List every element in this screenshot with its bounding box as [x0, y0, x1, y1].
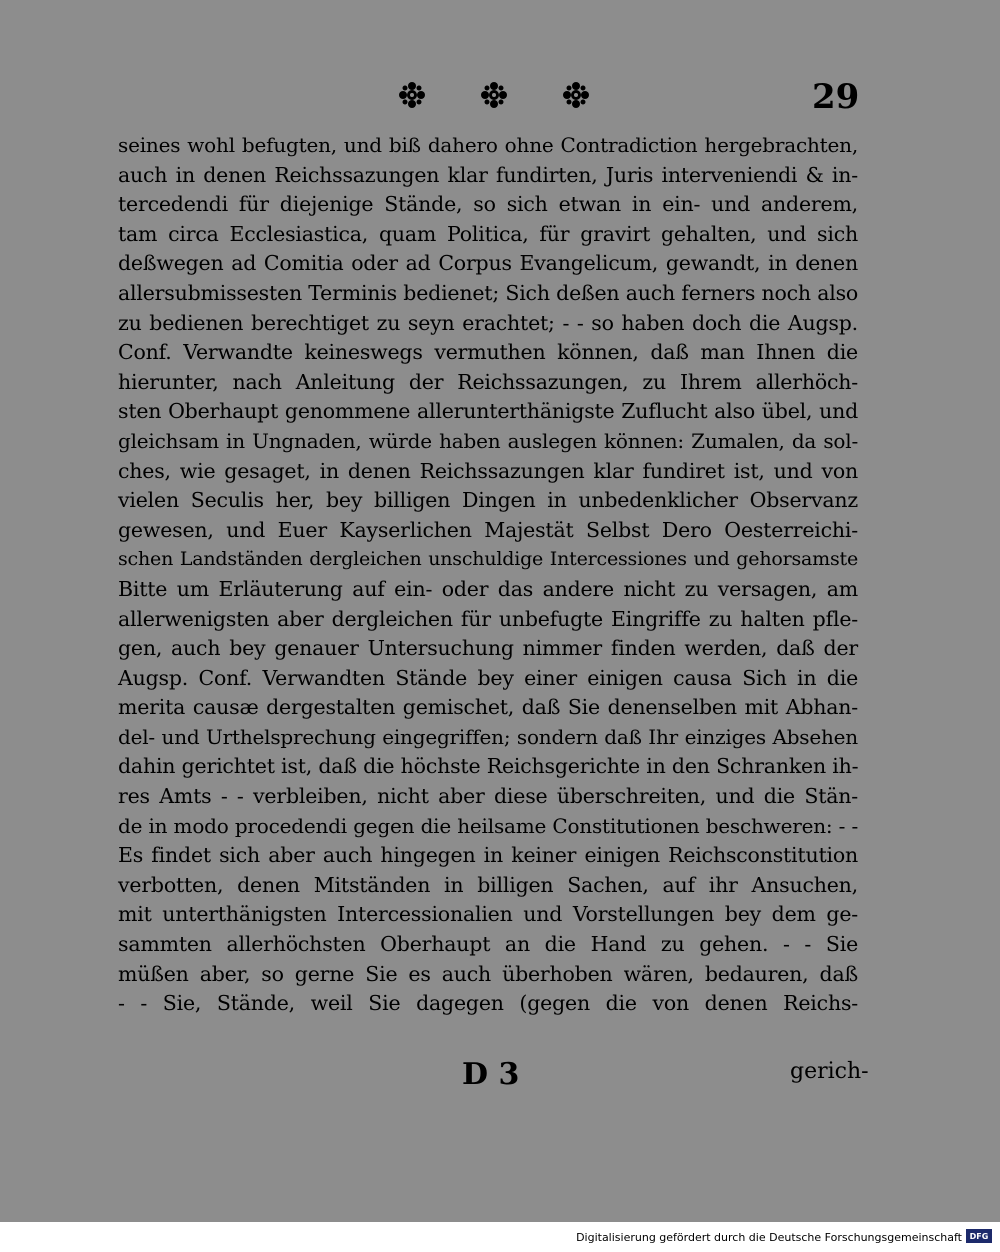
- text-line: seines wohl befugten, und biß dahero ohne Contradiction hergebrachten,: [118, 133, 858, 157]
- text-line: allersubmissesten Terminis bedienet; Sich deßen auch ferners noch also: [118, 280, 859, 305]
- text-line: verbotten, denen Mitständen in billigen Sachen, auf ihr Ansuchen,: [118, 872, 858, 897]
- text-line: sammten allerhöchsten Oberhaupt an die Hand zu gehen. - - Sie: [118, 932, 858, 957]
- text-line: - - Sie, Stände, weil Sie dagegen (gegen die von denen Reichs-: [118, 991, 858, 1016]
- signature-mark: D 3: [462, 1057, 520, 1092]
- body-text: [118, 131, 858, 1019]
- text-line: mit unterthänigsten Intercessionalien und Vorstellungen bey dem ge-: [118, 902, 858, 927]
- text-line: Es findet sich aber auch hingegen in keiner einigen Reichsconstitution: [118, 843, 858, 868]
- ornament-flower-icon: [558, 80, 594, 110]
- text-line: schen Landständen dergleichen unschuldige Intercessiones und gehorsamste: [118, 548, 858, 571]
- text-line: de in modo procedendi gegen die heilsame Constitutionen beschweren: - -: [118, 813, 858, 838]
- footer-bar: [0, 1224, 1000, 1252]
- funding-credit: Digitalisierung gefördert durch die Deutsche Forschungsgemeinschaft: [576, 1231, 962, 1244]
- text-line: merita causæ dergestalten gemischet, daß Sie denenselben mit Abhan-: [118, 695, 858, 720]
- text-line: del- und Urthelsprechung eingegriffen; sondern daß Ihr einziges Absehen: [118, 724, 858, 749]
- ornament-flower-icon: [394, 80, 430, 110]
- text-line: tercedendi für diejenige Stände, so sich etwan in ein- und anderem,: [118, 192, 858, 217]
- text-line: Conf. Verwandte keineswegs vermuthen können, daß man Ihnen die: [118, 340, 858, 365]
- text-line: müßen aber, so gerne Sie es auch überhoben wären, bedauren, daß: [118, 961, 858, 986]
- text-line: sten Oberhaupt genommene allerunterthänigste Zuflucht also übel, und: [118, 399, 858, 424]
- text-line: zu bedienen berechtiget zu seyn erachtet; - - so haben doch die Augsp.: [118, 310, 858, 335]
- text-line: ches, wie gesaget, in denen Reichssazungen klar fundiret ist, und von: [118, 458, 858, 483]
- text-line: res Amts - - verbleiben, nicht aber diese überschreiten, und die Stän-: [118, 784, 858, 809]
- text-line: auch in denen Reichssazungen klar fundirten, Juris interveniendi & in-: [118, 162, 858, 187]
- text-line: gleichsam in Ungnaden, würde haben auslegen können: Zumalen, da sol-: [118, 428, 858, 453]
- ornament-flower-icon: [476, 80, 512, 110]
- text-line: gewesen, und Euer Kayserlichen Majestät Selbst Dero Oesterreichi-: [118, 517, 858, 542]
- header-ornaments: [394, 80, 594, 110]
- dfg-logo: DFG: [966, 1229, 992, 1243]
- text-line: deßwegen ad Comitia oder ad Corpus Evangelicum, gewandt, in denen: [118, 251, 858, 276]
- text-line: dahin gerichtet ist, daß die höchste Reichsgerichte in den Schranken ih-: [118, 754, 859, 779]
- text-line: allerwenigsten aber dergleichen für unbefugte Eingriffe zu halten pfle-: [118, 606, 858, 631]
- text-line: Bitte um Erläuterung auf ein- oder das andere nicht zu versagen, am: [118, 576, 858, 601]
- text-line: Augsp. Conf. Verwandten Stände bey einer einigen causa Sich in die: [118, 665, 858, 690]
- text-line: vielen Seculis her, bey billigen Dingen in unbedenklicher Observanz: [118, 488, 858, 513]
- page-number: 29: [812, 77, 860, 117]
- text-line: hierunter, nach Anleitung der Reichssazungen, zu Ihrem allerhöch-: [118, 369, 858, 394]
- text-line: tam circa Ecclesiastica, quam Politica, für gravirt gehalten, und sich: [118, 221, 858, 246]
- catchword: gerich-: [790, 1059, 869, 1084]
- text-line: gen, auch bey genauer Untersuchung nimmer finden werden, daß der: [118, 636, 858, 661]
